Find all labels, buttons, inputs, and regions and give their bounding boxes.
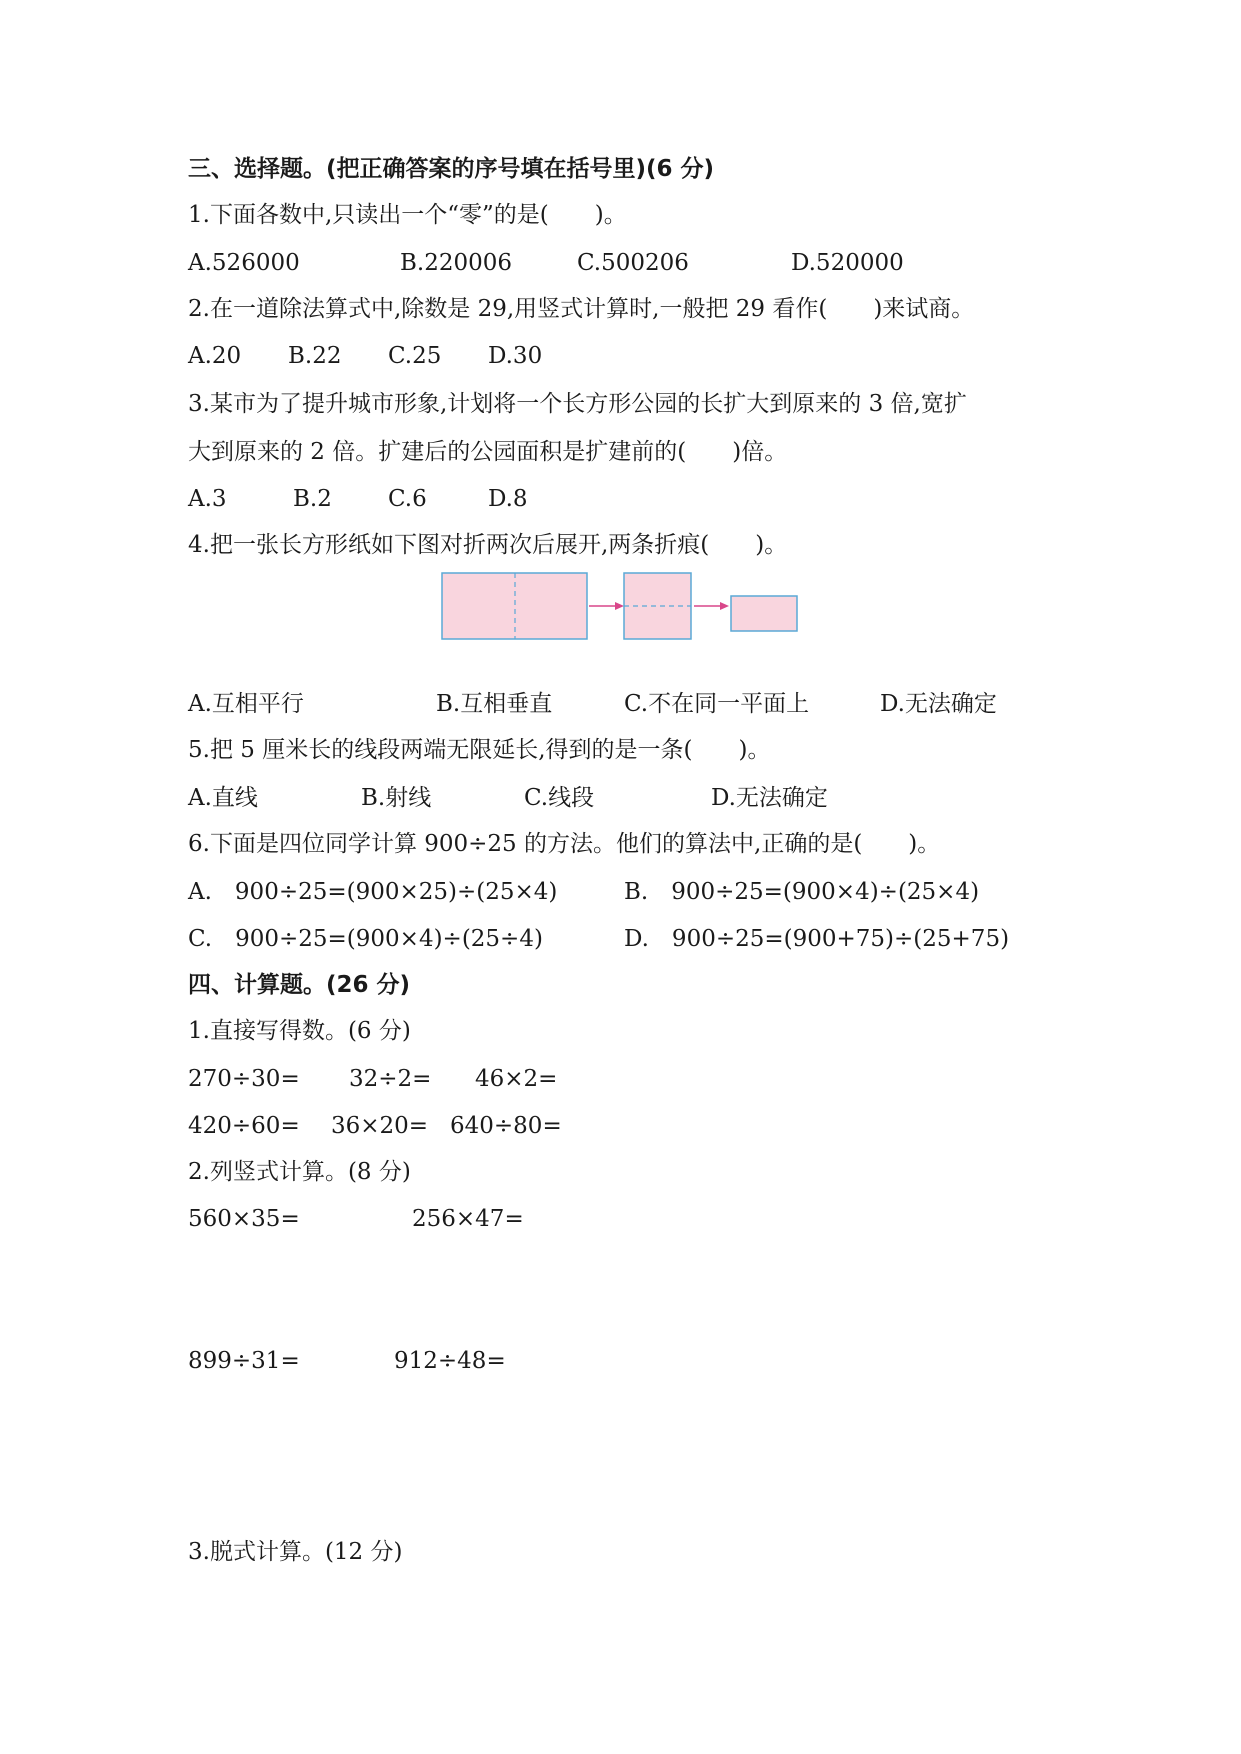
q2-option-d: D.30 <box>488 343 543 369</box>
arrow-2-head <box>720 602 729 610</box>
folded-twice-rectangle <box>731 596 797 631</box>
part-3-title: 3.脱式计算。(12 分) <box>188 1539 403 1565</box>
folded-once-square <box>624 573 691 639</box>
q1-option-b: B.220006 <box>400 250 513 276</box>
unfolded-rectangle <box>442 573 587 639</box>
oral-calc-5: 36×20= <box>331 1113 429 1139</box>
question-1-text: 1.下面各数中,只读出一个“零”的是( )。 <box>188 202 627 228</box>
q5-option-c: C.线段 <box>524 785 595 811</box>
arrow-1-head <box>615 602 624 610</box>
q1-option-d: D.520000 <box>791 250 904 276</box>
q5-option-b: B.射线 <box>361 785 432 811</box>
q4-option-b: B.互相垂直 <box>436 691 553 717</box>
q3-option-b: B.2 <box>293 486 332 512</box>
q4-option-d: D.无法确定 <box>880 691 997 717</box>
oral-calc-4: 420÷60= <box>188 1113 300 1139</box>
q6-option-b: B. 900÷25=(900×4)÷(25×4) <box>624 879 980 905</box>
q3-option-d: D.8 <box>488 486 528 512</box>
q1-option-c: C.500206 <box>577 250 689 276</box>
q6-option-c: C. 900÷25=(900×4)÷(25÷4) <box>188 926 543 952</box>
oral-calc-6: 640÷80= <box>450 1113 562 1139</box>
question-5-text: 5.把 5 厘米长的线段两端无限延长,得到的是一条( )。 <box>188 737 771 763</box>
q2-option-c: C.25 <box>388 343 442 369</box>
q2-option-a: A.20 <box>188 343 242 369</box>
q3-option-a: A.3 <box>188 486 227 512</box>
q6-option-a: A. 900÷25=(900×25)÷(25×4) <box>188 879 558 905</box>
question-2-text: 2.在一道除法算式中,除数是 29,用竖式计算时,一般把 29 看作( )来试商。 <box>188 296 975 322</box>
vertical-calc-1: 560×35= <box>188 1206 300 1232</box>
oral-calc-1: 270÷30= <box>188 1066 300 1092</box>
section-4-heading: 四、计算题。(26 分) <box>188 972 411 998</box>
question-3-text-line-1: 3.某市为了提升城市形象,计划将一个长方形公园的长扩大到原来的 3 倍,宽扩 <box>188 391 967 417</box>
q6-option-d: D. 900÷25=(900+75)÷(25+75) <box>624 926 1010 952</box>
vertical-calc-4: 912÷48= <box>394 1348 506 1374</box>
vertical-calc-2: 256×47= <box>412 1206 524 1232</box>
q4-option-a: A.互相平行 <box>188 691 304 717</box>
q3-option-c: C.6 <box>388 486 427 512</box>
q2-option-b: B.22 <box>288 343 342 369</box>
q4-option-c: C.不在同一平面上 <box>624 691 810 717</box>
oral-calc-3: 46×2= <box>475 1066 558 1092</box>
question-4-text: 4.把一张长方形纸如下图对折两次后展开,两条折痕( )。 <box>188 532 788 558</box>
question-6-text: 6.下面是四位同学计算 900÷25 的方法。他们的算法中,正确的是( )。 <box>188 831 941 857</box>
question-3-text-line-2: 大到原来的 2 倍。扩建后的公园面积是扩建前的( )倍。 <box>188 439 788 465</box>
section-3-heading: 三、选择题。(把正确答案的序号填在括号里)(6 分) <box>188 156 715 182</box>
part-2-title: 2.列竖式计算。(8 分) <box>188 1159 411 1185</box>
oral-calc-2: 32÷2= <box>349 1066 432 1092</box>
vertical-calc-3: 899÷31= <box>188 1348 300 1374</box>
part-1-title: 1.直接写得数。(6 分) <box>188 1018 411 1044</box>
q5-option-d: D.无法确定 <box>711 785 828 811</box>
q1-option-a: A.526000 <box>188 250 300 276</box>
q5-option-a: A.直线 <box>188 785 258 811</box>
